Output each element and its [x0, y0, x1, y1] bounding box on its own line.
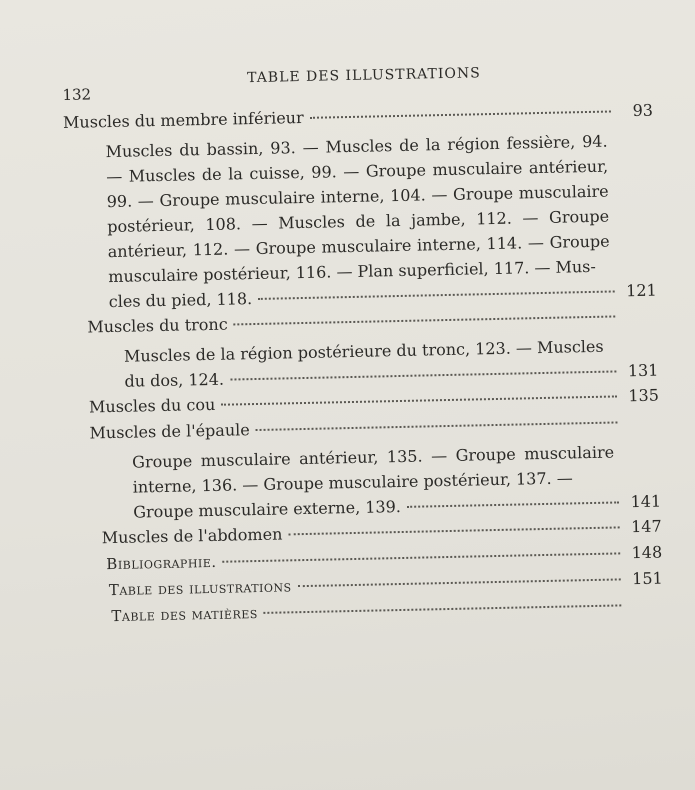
toc-subentry-text: Groupe musculaire antérieur, 135. — Groupe musculaire interne, 136. — Groupe musculaire postérieur, 137. —	[131, 442, 615, 497]
table-of-contents	[63, 98, 664, 630]
toc-subentry-text: Muscles de la région postérieure du tronc, 123. — Muscles	[123, 336, 604, 366]
toc-entry-label: Bibliographie.	[106, 552, 217, 574]
toc-entry-label: Muscles de l'abdomen	[101, 524, 283, 548]
running-head	[62, 60, 652, 102]
toc-entry-page: 151	[631, 568, 663, 589]
toc-entry-page-empty	[627, 610, 663, 611]
toc-entry-label: Table des matières	[111, 604, 259, 626]
dot-leader	[264, 604, 622, 613]
dot-leader	[310, 111, 611, 119]
toc-entry-page-empty	[621, 321, 657, 322]
dot-leader	[234, 315, 616, 325]
toc-entry-page: 121	[625, 280, 657, 301]
toc-entry-page: 131	[627, 360, 659, 381]
page-content	[62, 60, 664, 630]
toc-subentry-text-end: du dos, 124.	[124, 369, 225, 391]
toc-entry-page: 147	[630, 516, 662, 537]
dot-leader	[288, 526, 619, 535]
dot-leader	[298, 578, 621, 587]
running-head-title: TABLE DES ILLUSTRATIONS	[247, 65, 481, 87]
toc-entry-label: Table des illustrations	[108, 577, 292, 600]
toc-subentry-text-end: cles du pied, 118.	[108, 289, 253, 312]
toc-entry-label: Muscles du tronc	[87, 314, 228, 337]
toc-entry-page: 148	[631, 542, 663, 563]
toc-entry-page: 141	[630, 491, 662, 512]
dot-leader	[407, 501, 619, 507]
toc-entry-page: 93	[632, 100, 654, 121]
toc-entry-page: 135	[628, 385, 660, 406]
dot-leader	[258, 290, 615, 299]
toc-entry-page-empty	[624, 427, 660, 428]
toc-subentries-epaule	[70, 439, 661, 526]
toc-subentries-membre-inferieur	[63, 128, 657, 315]
dot-leader	[230, 370, 616, 380]
page-number: 132	[62, 85, 92, 104]
toc-subentry-text: Muscles du bassin, 93. — Muscles de la région fessière, 94. — Muscles de la cuisse, 99. — Groupe musculaire antérieur, 99. — Groupe musculaire interne, 104. — Groupe musculaire postérieur, 108. — Muscles de la jambe, 112. — Groupe antérieur, 112. — Groupe musculaire interne, 114. — Groupe musculaire postérieur, 116. — Plan superficiel, 117. — Mus-	[105, 131, 610, 287]
dot-leader	[221, 395, 617, 405]
toc-subentry-text-end: Groupe musculaire externe, 139.	[133, 497, 402, 522]
toc-entry-label: Muscles de l'épaule	[89, 420, 250, 443]
dot-leader	[223, 552, 621, 562]
toc-entry-label: Muscles du cou	[88, 394, 216, 417]
dot-leader	[256, 421, 618, 431]
toc-entry-label: Muscles du membre inférieur	[62, 107, 304, 132]
